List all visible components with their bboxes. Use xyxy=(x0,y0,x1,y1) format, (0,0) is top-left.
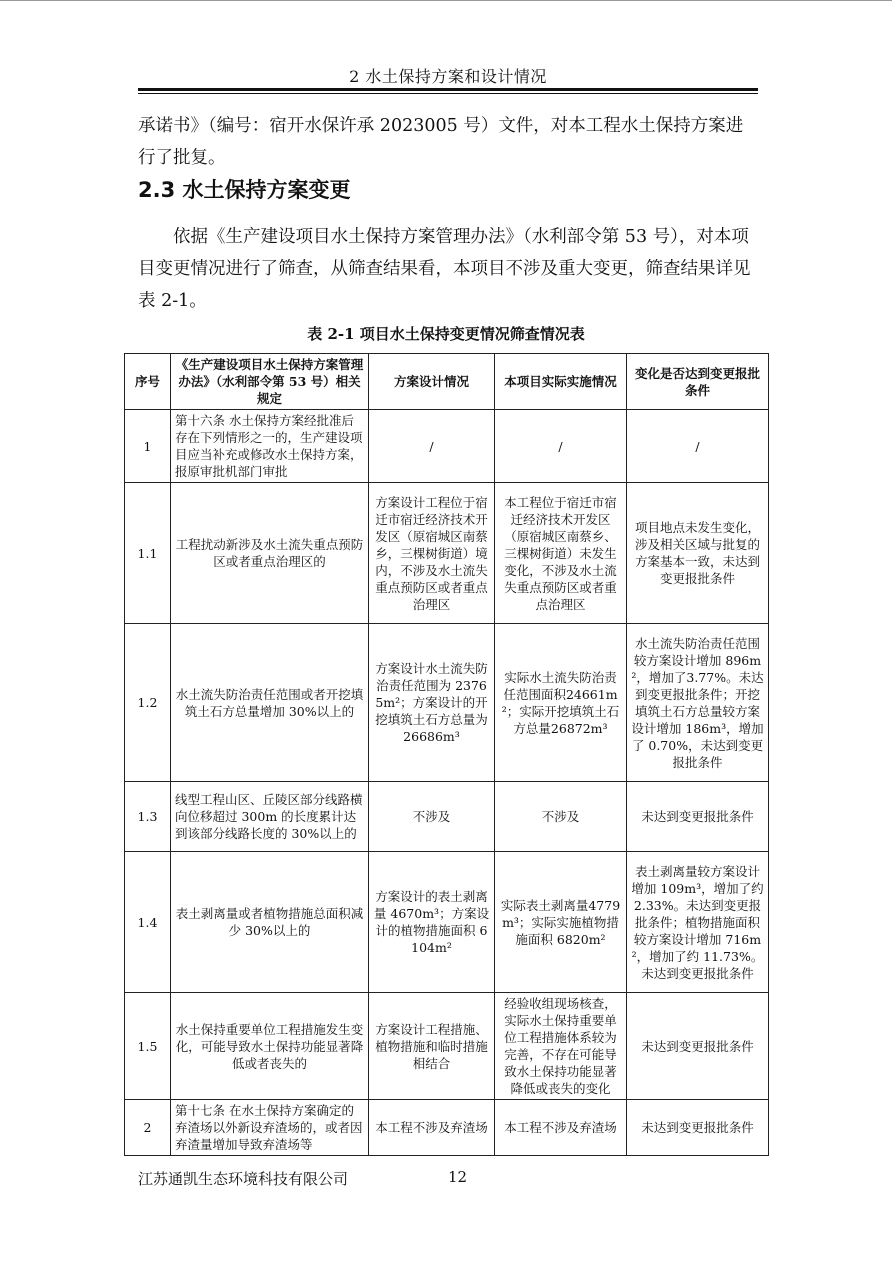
row-no: 1.5 xyxy=(125,993,171,1100)
row-design: 方案设计水土流失防治责任范围为 23765m²；方案设计的开挖填筑土石方总量为26686m³ xyxy=(369,624,495,782)
row-rule: 表土剥离量或者植物措施总面积减少 30%以上的 xyxy=(171,852,369,993)
page-number: 12 xyxy=(448,1168,468,1186)
table-row xyxy=(125,993,769,1100)
row-design: 方案设计工程措施、植物措施和临时措施相结合 xyxy=(369,993,495,1100)
header-rule-thin xyxy=(138,93,758,94)
row-rule: 第十六条 水土保持方案经批准后存在下列情形之一的，生产建设项目应当补充或修改水土保持方案，报原审批机部门审批 xyxy=(171,410,369,483)
row-design: 方案设计的表土剥离量 4670m³；方案设计的植物措施面积 6104m² xyxy=(369,852,495,993)
header-result: 变化是否达到变更报批条件 xyxy=(627,354,769,410)
row-actual: / xyxy=(495,410,627,483)
table-row xyxy=(125,852,769,993)
running-header: 2 水土保持方案和设计情况 xyxy=(349,67,547,86)
row-actual: 经验收组现场核查，实际水土保持重要单位工程措施体系较为完善，不存在可能导致水土保持功能显著降低或丧失的变化 xyxy=(495,993,627,1100)
row-result: 未达到变更报批条件 xyxy=(627,1100,769,1156)
row-design: 方案设计工程位于宿迁市宿迁经济技术开发区（原宿城区南蔡乡，三棵树街道）境内，不涉及水土流失重点预防区或者重点治理区 xyxy=(369,483,495,624)
row-design: 本工程不涉及弃渣场 xyxy=(369,1100,495,1156)
row-no: 2 xyxy=(125,1100,171,1156)
row-result: 水土流失防治责任范围较方案设计增加 896m²，增加了3.77%。未达到变更报批条件；开挖填筑土石方总量较方案设计增加 186m³，增加了 0.70%，未达到变更报批条件 xyxy=(627,624,769,782)
row-no: 1.2 xyxy=(125,624,171,782)
row-result: 未达到变更报批条件 xyxy=(627,782,769,852)
header-no: 序号 xyxy=(125,354,171,410)
row-result: 项目地点未发生变化，涉及相关区域与批复的方案基本一致，未达到变更报批条件 xyxy=(627,483,769,624)
row-rule: 线型工程山区、丘陵区部分线路横向位移超过 300m 的长度累计达到该部分线路长度的 30%以上的 xyxy=(171,782,369,852)
row-no: 1 xyxy=(125,410,171,483)
header-design: 方案设计情况 xyxy=(369,354,495,410)
header-actual: 本项目实际实施情况 xyxy=(495,354,627,410)
table-row xyxy=(125,782,769,852)
table-header-row xyxy=(125,354,769,410)
table-row xyxy=(125,410,769,483)
row-rule: 水土流失防治责任范围或者开挖填筑土石方总量增加 30%以上的 xyxy=(171,624,369,782)
row-result: / xyxy=(627,410,769,483)
row-rule: 工程扰动新涉及水土流失重点预防区或者重点治理区的 xyxy=(171,483,369,624)
footer-company: 江苏通凯生态环境科技有限公司 xyxy=(138,1170,349,1188)
row-rule: 第十七条 在水土保持方案确定的弃渣场以外新设弃渣场的，或者因弃渣量增加导致弃渣场等 xyxy=(171,1100,369,1156)
section-title: 2.3 水土保持方案变更 xyxy=(138,178,351,202)
paragraph-approval: 承诺书》（编号：宿开水保许承 2023005 号）文件，对本工程水土保持方案进行了批复。 xyxy=(138,116,744,168)
row-actual: 本工程不涉及弃渣场 xyxy=(495,1100,627,1156)
row-result: 未达到变更报批条件 xyxy=(627,993,769,1100)
row-no: 1.1 xyxy=(125,483,171,624)
table-row xyxy=(125,1100,769,1156)
row-design: 不涉及 xyxy=(369,782,495,852)
change-screening-table xyxy=(124,353,769,1156)
table-row xyxy=(125,483,769,624)
row-actual: 本工程位于宿迁市宿迁经济技术开发区（原宿城区南蔡乡、三棵树街道）未发生变化，不涉及水土流失重点预防区或者重点治理区 xyxy=(495,483,627,624)
row-no: 1.4 xyxy=(125,852,171,993)
row-actual: 实际表土剥离量4779m³；实际实施植物措施面积 6820m² xyxy=(495,852,627,993)
row-result: 表土剥离量较方案设计增加 109m³，增加了约 2.33%。未达到变更报批条件；植物措施面积较方案设计增加 716m²，增加了约 11.73%。未达到变更报批条件 xyxy=(627,852,769,993)
header-rule-thick xyxy=(138,88,758,91)
paragraph-screening: 依据《生产建设项目水土保持方案管理办法》（水利部令第 53 号），对本项目变更情况进行了筛查，从筛查结果看，本项目不涉及重大变更，筛查结果详见表 2-1。 xyxy=(138,227,751,311)
header-rule: 《生产建设项目水土保持方案管理办法》（水利部令第 53 号）相关规定 xyxy=(171,354,369,410)
row-design: / xyxy=(369,410,495,483)
table-row xyxy=(125,624,769,782)
page-top-border xyxy=(0,0,892,1)
row-rule: 水土保持重要单位工程措施发生变化，可能导致水土保持功能显著降低或者丧失的 xyxy=(171,993,369,1100)
row-actual: 实际水土流失防治责任范围面积24661m²；实际开挖填筑土石方总量26872m³ xyxy=(495,624,627,782)
table-caption: 表 2-1 项目水土保持变更情况筛查情况表 xyxy=(307,325,585,343)
row-actual: 不涉及 xyxy=(495,782,627,852)
row-no: 1.3 xyxy=(125,782,171,852)
